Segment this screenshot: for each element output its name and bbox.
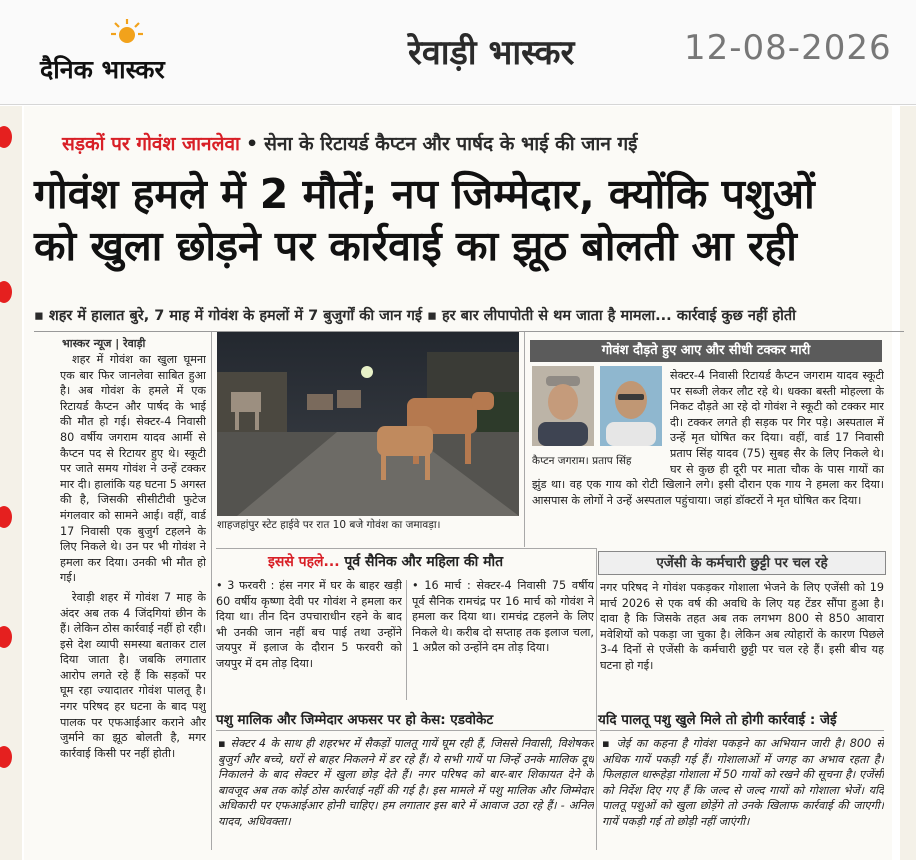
strapline: ▪ शहर में हालात बुरे, 7 माह में गोवंश के हमलों में 7 बुजुर्गों की जान गई ▪ हर बार लीपापोती से थम जाता है मामला... कार्रवाई कुछ नहीं होती [34, 305, 904, 332]
kicker-separator: • [245, 133, 259, 155]
pet-heading: यदि पालतू पशु खुले मिले तो होगी कार्रवाई : जेई [598, 712, 837, 728]
side-story-text [532, 368, 884, 550]
kicker [62, 130, 882, 156]
logo-text: दैनिक भास्कर [40, 55, 165, 84]
byline: भास्कर न्यूज | रेवाड़ी [62, 337, 146, 350]
column-1-paragraph-1: शहर में गोवंश का खुला घूमना एक बार फिर जानलेवा साबित हुआ है। अब गोवंश के हमले में एक रिटायर्ड कैप्टन और पार्षद के भाई की मौत हो गई। सेक्टर-4 निवासी 80 वर्षीय जगराम यादव आर्मी से कैप्टन पद से रिटायर हुए थे। स्कूटी पर जाते समय गोवंश ने उन्हें टक्कर मार दी। हालांकि यह घटना 5 अगस्त की है, जिसकी सीसीटीवी फुटेज मंगलवार को सामने आई। वहीं, वार्ड 17 निवासी एक बुजुर्ग टहलने के लिए निकले थे। उन पर भी गोवंश ने हमला कर दिया। उनकी भी मौत हो गई। [60, 353, 206, 585]
portrait-caption: कैप्टन जगराम। प्रताप सिंह [532, 455, 632, 467]
red-dot [0, 126, 12, 148]
left-page-edge [0, 106, 22, 860]
portrait-spacer [532, 368, 670, 464]
column-divider [596, 548, 597, 850]
masthead [0, 0, 916, 105]
sun-logo-icon [110, 18, 144, 46]
kicker-red: सड़कों पर गोवंश जानलेवा [62, 133, 240, 155]
photo-caption: शाहजहांपुर स्टेट हाईवे पर रात 10 बजे गोवंश का जमावड़ा। [217, 519, 441, 531]
case-heading: पशु मालिक और जिम्मेदार अफसर पर हो केस: एडवोकेट [216, 712, 494, 728]
red-dot [0, 506, 12, 528]
cattle-on-road-photo [217, 332, 519, 516]
red-dot [0, 746, 12, 768]
before-heading-red: इससे पहले... [268, 554, 340, 570]
side-story-ribbon: गोवंश दौड़ते हुए आए और सीधी टक्कर मारी [530, 340, 882, 362]
kicker-rest: सेना के रिटायर्ड कैप्टन और पार्षद के भाई की जान गई [264, 133, 638, 155]
right-page-edge [900, 106, 916, 860]
column-divider [406, 580, 407, 700]
before-heading-rest: पूर्व सैनिक और महिला की मौत [344, 554, 504, 570]
edition-date: 12-08-2026 [684, 28, 892, 68]
red-dot [0, 626, 12, 648]
column-1-paragraph-2: रेवाड़ी शहर में गोवंश 7 माह के अंदर अब तक 4 जिंदगियां छीन के हैं। लेकिन ठोस कार्रवाई नहीं हो रही। इसे देश व्यापी समस्या बताकर टाल दिया जाता है। जबकि लगातार आरोप लगते रहे हैं कि सड़कों पर घूम रहा ज्यादातर गोवंश पालतू है। नगर परिषद हर घटना के बाद पशु पालक पर एफआईआर कराने और जुर्माने का झूठ बोलती है, मगर कार्रवाई किसी पर नहीं होती। [60, 590, 206, 760]
before-right-item: • 16 मार्च : सेक्टर-4 निवासी 75 वर्षीय पूर्व सैनिक रामचंद्र पर 16 मार्च को गोवंश ने हमला कर दिया था। रामचंद्र टहलने के लिए निकले थे। करीब दो सप्ताह तक इलाज चला, 1 अप्रैल को उन्होंने दम तोड़ दिया। [412, 579, 594, 655]
before-left-item: • 3 फरवरी : हंस नगर में घर के बाहर खड़ी 60 वर्षीय कृष्णा देवी पर गोवंश ने हमला कर दिया था। तीन दिन उपचाराधीन रहने के बाद भी उनकी जान नहीं बच पाई तथा उन्होंने जयपुर में इलाज के दौरान 5 फरवरी को जयपुर में दम तोड़ दिया। [216, 579, 402, 670]
headline [34, 168, 894, 272]
agency-text: नगर परिषद ने गोवंश पकड़कर गोशाला भेजने के लिए एजेंसी को 19 मार्च 2026 से एक वर्ष की अवधि के लिए यह टेंडर सौंपा हुआ है। दावा है कि जिसके तहत अब तक लगभग 800 से 850 आवारा मवेशियों को पकड़ा जा चुका है। लेकिन अब त्योहारों के कारण पिछले 3-4 दिनों से एजेंसी के कर्मचारी छुट्टी पर चल रहे हैं। इसी बीच यह घटना हो गई। [600, 581, 884, 672]
section-rule [600, 730, 884, 731]
section-rule [216, 730, 596, 731]
headline-line-2: को खुला छोड़ने पर कार्रवाई का झूठ बोलती आ रही [34, 222, 797, 270]
side-story-body: सेक्टर-4 निवासी रिटायर्ड कैप्टन जगराम यादव स्कूटी पर सब्जी लेकर लौट रहे थे। धक्का बस्ती मोहल्ला के निकट दौड़ते आ रहे दो गोवंश ने स्कूटी को टक्कर मार दी। टक्कर लगते ही सड़क पर गिर पड़े। अस्पताल में उन्हें मृत घोषित कर दिया। वहीं, वार्ड 17 निवासी प्रताप सिंह यादव (75) सुबह सैर के लिए निकले थे। घर से कुछ ही दूरी पर माता चौक के पास गायों का झुंड था। वह एक गाय को रोटी खिलाने लगे। इसी दौरान एक गाय ने हमला कर दिया। आसपास के लोगों ने उन्हें अस्पताल पहुंचाया। जहां डॉक्टरों ने मृत घोषित कर दिया। [532, 369, 884, 507]
pet-text: ▪ जेई का कहना है गोवंश पकड़ने का अभियान जारी है। 800 से अधिक गायें पकड़ी गई हैं। गोशालाओं में जगह का अभाव रहता है। फिलहाल धारूहेड़ा गोशाला में 50 गायों को रखने की सूचना है। एजेंसी को निर्देश दिए गए हैं कि जल्द से जल्द गायों को गोशाला भेजें। यदि पालतू पशुओं को खुला छोड़ेंगे तो उनके खिलाफ कार्रवाई की जाएगी। गायें पकड़ी गई तो छोड़ी नहीं जाएंगी। [602, 737, 884, 828]
section-rule [216, 548, 596, 549]
dainik-bhaskar-logo [40, 18, 220, 88]
red-dot [0, 281, 12, 303]
case-text: ▪ सेक्टर 4 के साथ ही शहरभर में सैकड़ों पालतू गायें घूम रही हैं, जिससे निवासी, विशेषकर बुजुर्ग और बच्चे, घरों से बाहर निकलने में डर रहे हैं। ये सभी गायें पा जिन्हें उनके मालिक दूध निकालने के बाद सेक्टर में खुला छोड़ देते हैं। नगर परिषद को बार-बार शिकायत देने के बावजूद अब तक कोई ठोस कार्रवाई नहीं की गई है। इस मामले में पशु मालिक और जिम्मेदार अधिकारी पर एफआईआर होनी चाहिए। हम लगातार इस बारे में आवाज उठा रहे हैं। - अनिल यादव, अधिवक्ता। [218, 737, 594, 828]
column-1 [60, 352, 206, 852]
column-divider [211, 332, 212, 850]
edition-name: रेवाड़ी भास्कर [408, 33, 575, 73]
agency-heading: एजेंसी के कर्मचारी छुट्टी पर चल रहे [598, 551, 886, 575]
column-divider [524, 332, 525, 547]
before-section-heading [268, 552, 503, 571]
headline-line-1: गोवंश हमले में 2 मौतें; नप जिम्मेदार, क्योंकि पशुओं [34, 170, 815, 218]
